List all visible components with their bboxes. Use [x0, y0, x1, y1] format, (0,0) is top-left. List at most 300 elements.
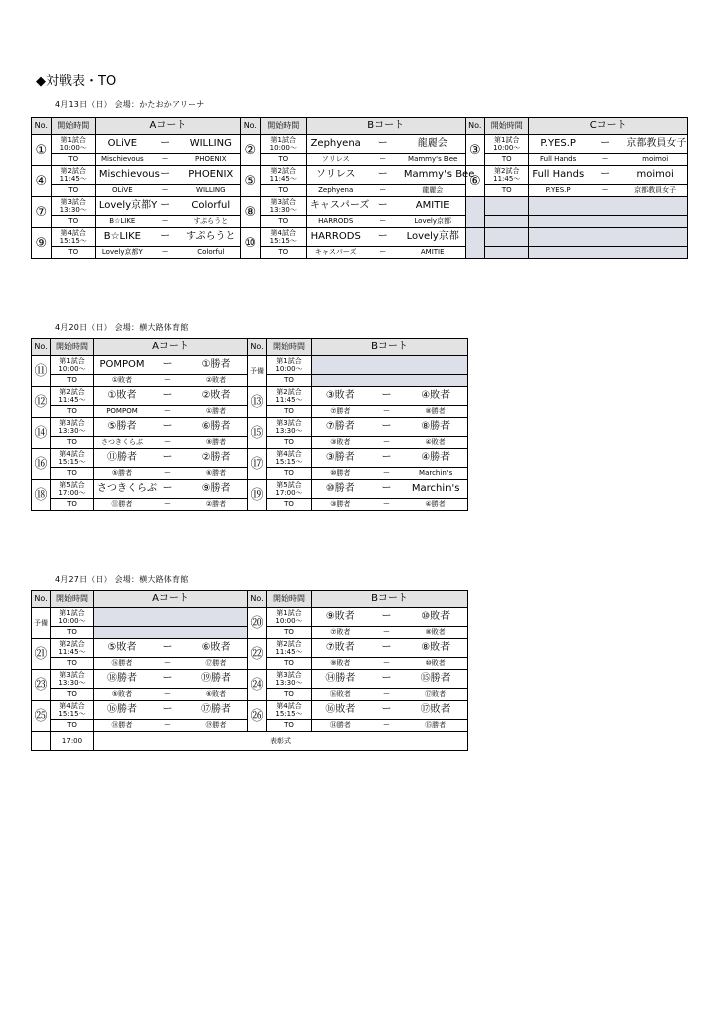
- match-row: [32, 135, 688, 154]
- vs-dash: ー: [383, 407, 391, 415]
- match: [312, 643, 467, 653]
- to-match: [96, 249, 240, 256]
- header-no: No.: [248, 591, 267, 608]
- home-team: Zephyena: [310, 138, 361, 149]
- to-label: TO: [51, 658, 94, 670]
- to-label: TO: [51, 406, 94, 418]
- to-match: [312, 660, 467, 667]
- to-cell: [95, 247, 240, 259]
- time-label: 10:00～: [275, 365, 303, 373]
- start-time: [51, 166, 95, 185]
- vs-dash: ー: [383, 690, 391, 698]
- home-team: ⑩勝者: [325, 483, 355, 494]
- time-label: 10:00～: [58, 617, 86, 625]
- vs-dash: ー: [381, 642, 392, 653]
- header-time: 開始時間: [51, 339, 94, 356]
- home-team: ⑯敗者: [325, 704, 356, 715]
- away-team: ⑰勝者: [201, 704, 232, 715]
- to-row: [32, 154, 688, 166]
- vs-dash: ー: [164, 407, 172, 415]
- vs-dash: ー: [383, 438, 391, 446]
- match-number: ⑤: [241, 166, 261, 197]
- award-label: 表彰式: [94, 732, 468, 751]
- match-cell: [94, 387, 248, 406]
- match-number: ⑱: [32, 480, 51, 511]
- date-venue-day2: 4月20日（日） 会場：横大路体育館: [55, 323, 189, 332]
- away-team: ②勝者: [201, 452, 231, 463]
- away-team: 龍麗会: [417, 138, 448, 149]
- match-row: [32, 197, 688, 216]
- match-cell: [312, 480, 468, 499]
- to-cell: [312, 689, 468, 701]
- home-team: Mischievous: [98, 169, 160, 180]
- to-match: [94, 408, 247, 415]
- game-label: 第2試合: [59, 640, 85, 648]
- vs-dash: ー: [377, 138, 388, 149]
- to-match: [96, 187, 240, 194]
- to-match: [312, 629, 467, 636]
- vs-dash: ー: [164, 690, 172, 698]
- vs-dash: ー: [164, 500, 172, 508]
- vs-dash: ー: [377, 231, 388, 242]
- vs-dash: ー: [379, 248, 387, 256]
- home-team: HARRODS: [310, 231, 361, 242]
- to-match: [307, 187, 465, 194]
- match-number: ③: [465, 135, 485, 166]
- time-label: 11:45～: [275, 396, 303, 404]
- to-home-team: ⑯勝者: [111, 659, 133, 667]
- match-number: 予備: [248, 356, 267, 387]
- to-away-team: ⑧勝者: [425, 407, 446, 415]
- time-label: 10:00～: [59, 144, 87, 152]
- home-team: POMPOM: [99, 359, 145, 370]
- to-home-team: Zephyena: [318, 186, 354, 194]
- game-label: 第3試合: [59, 671, 85, 679]
- match-number: ⑧: [241, 197, 261, 228]
- to-cell: [94, 406, 248, 418]
- match: [96, 170, 240, 180]
- match-number: 予備: [32, 608, 51, 639]
- start-time: [51, 480, 94, 499]
- match-cell: [306, 228, 465, 247]
- header-no: No.: [241, 118, 261, 135]
- away-team: ①勝者: [201, 359, 231, 370]
- game-label: 第2試合: [60, 167, 86, 175]
- to-away-team: ⑰敗者: [425, 690, 447, 698]
- to-away-team: PHOENIX: [195, 155, 227, 163]
- match-row: [32, 166, 688, 185]
- match-cell: [306, 135, 465, 154]
- home-team: B☆LIKE: [103, 231, 141, 242]
- vs-dash: ー: [381, 390, 392, 401]
- match: [529, 139, 687, 149]
- home-team: ⑦勝者: [325, 421, 355, 432]
- vs-dash: ー: [601, 155, 609, 163]
- to-match: [312, 691, 467, 698]
- to-label: TO: [51, 499, 94, 511]
- vs-dash: ー: [383, 469, 391, 477]
- start-time: [267, 639, 312, 658]
- away-team: ⑧敗者: [421, 642, 451, 653]
- home-team: キャスパーズ: [309, 200, 370, 211]
- time-label: 17:00～: [58, 489, 86, 497]
- match-cell: [529, 166, 688, 185]
- game-label: 第4試合: [276, 450, 302, 458]
- to-match: [94, 691, 247, 698]
- to-cell: [95, 154, 240, 166]
- away-team: WILLING: [189, 138, 232, 149]
- home-team: P.YES.P: [540, 138, 576, 149]
- away-team: ④敗者: [421, 390, 451, 401]
- to-cell: [312, 468, 468, 480]
- to-label: TO: [260, 247, 306, 259]
- to-cell: [312, 406, 468, 418]
- schedule-table-day2: [31, 338, 468, 511]
- to-cell: [94, 499, 248, 511]
- to-match: [529, 187, 687, 194]
- to-home-team: POMPOM: [106, 407, 138, 415]
- match: [94, 422, 247, 432]
- away-team: 京都教員女子: [626, 138, 687, 149]
- match-row: [32, 670, 468, 689]
- to-label: TO: [485, 185, 529, 197]
- to-match: [312, 470, 467, 477]
- match-cell: [95, 166, 240, 185]
- start-time: [267, 449, 312, 468]
- match-number: ⑭: [32, 418, 51, 449]
- match-cell: [94, 418, 248, 437]
- match-cell: [95, 228, 240, 247]
- to-home-team: ⑯敗者: [329, 690, 351, 698]
- vs-dash: ー: [161, 186, 169, 194]
- match-row: [32, 480, 468, 499]
- match-number: ⑬: [248, 387, 267, 418]
- vs-dash: ー: [379, 186, 387, 194]
- to-cell: [95, 216, 240, 228]
- header-time: 開始時間: [51, 118, 95, 135]
- game-label: 第4試合: [276, 702, 302, 710]
- to-cell: [306, 216, 465, 228]
- match: [312, 612, 467, 622]
- game-label: 第4試合: [59, 702, 85, 710]
- match-number: ㉕: [32, 701, 51, 732]
- away-team: ⑧勝者: [421, 421, 451, 432]
- match: [94, 484, 247, 494]
- vs-dash: ー: [160, 169, 171, 180]
- away-team: ⑰敗者: [420, 704, 451, 715]
- home-team: ⑯勝者: [106, 704, 137, 715]
- to-label: TO: [485, 154, 529, 166]
- to-match: [529, 156, 687, 163]
- start-time: [260, 166, 306, 185]
- to-cell: [312, 375, 468, 387]
- match: [307, 139, 465, 149]
- to-away-team: ⑩敗者: [425, 659, 446, 667]
- to-label: TO: [267, 406, 312, 418]
- to-home-team: HARRODS: [318, 217, 354, 225]
- time-label: 15:15～: [275, 710, 303, 718]
- match-cell: [306, 197, 465, 216]
- to-home-team: Lovely京都Y: [101, 248, 143, 256]
- to-match: [312, 501, 467, 508]
- vs-dash: ー: [162, 483, 173, 494]
- match-cell: [94, 639, 248, 658]
- to-away-team: ④勝者: [425, 500, 446, 508]
- vs-dash: ー: [381, 611, 392, 622]
- match-row: [32, 356, 468, 375]
- match: [312, 422, 467, 432]
- match-cell: [529, 135, 688, 154]
- game-label: 第3試合: [276, 419, 302, 427]
- game-label: 第1試合: [59, 357, 85, 365]
- vs-dash: ー: [383, 628, 391, 636]
- vs-dash: ー: [381, 483, 392, 494]
- to-away-team: 龍麗会: [422, 186, 444, 194]
- to-row: [32, 185, 688, 197]
- game-label: 第5試合: [276, 481, 302, 489]
- match-cell: [95, 197, 240, 216]
- vs-dash: ー: [383, 659, 391, 667]
- match-cell: [312, 701, 468, 720]
- to-cell: [312, 499, 468, 511]
- vs-dash: ー: [600, 169, 611, 180]
- to-row: [32, 247, 688, 259]
- empty-cell: [485, 216, 529, 228]
- match: [529, 170, 687, 180]
- vs-dash: ー: [379, 155, 387, 163]
- to-label: TO: [51, 437, 94, 449]
- match-number: ㉖: [248, 701, 267, 732]
- match-cell: [94, 356, 248, 375]
- match: [312, 484, 467, 494]
- game-label: 第4試合: [60, 229, 86, 237]
- vs-dash: ー: [162, 359, 173, 370]
- time-label: 13:30～: [58, 427, 86, 435]
- vs-dash: ー: [160, 200, 171, 211]
- vs-dash: ー: [164, 469, 172, 477]
- time-label: 15:15～: [269, 237, 297, 245]
- header-court-A: Aコート: [94, 591, 248, 608]
- home-team: ⑤敗者: [107, 642, 137, 653]
- start-time: [51, 228, 95, 247]
- empty-cell: [485, 247, 529, 259]
- vs-dash: ー: [377, 200, 388, 211]
- to-cell: [94, 658, 248, 670]
- header-row: [32, 118, 688, 135]
- start-time: [51, 449, 94, 468]
- header-row: [32, 339, 468, 356]
- away-team: ⑩敗者: [421, 611, 451, 622]
- to-cell: [94, 468, 248, 480]
- to-cell: [312, 437, 468, 449]
- to-label: TO: [51, 216, 95, 228]
- match-cell: [94, 608, 248, 627]
- start-time: [267, 356, 312, 375]
- to-home-team: ⑦勝者: [330, 407, 351, 415]
- match: [94, 391, 247, 401]
- match: [307, 232, 465, 242]
- to-away-team: Marchin's: [419, 469, 453, 477]
- vs-dash: ー: [381, 704, 392, 715]
- match-row: [32, 608, 468, 627]
- match-cell: [312, 670, 468, 689]
- start-time: [51, 639, 94, 658]
- to-cell: [312, 720, 468, 732]
- to-home-team: Mischievous: [100, 155, 144, 163]
- to-away-team: WILLING: [196, 186, 226, 194]
- match-row: [32, 228, 688, 247]
- vs-dash: ー: [161, 217, 169, 225]
- to-away-team: ⑧敗者: [425, 628, 446, 636]
- vs-dash: ー: [381, 421, 392, 432]
- to-away-team: ⑲勝者: [205, 721, 227, 729]
- vs-dash: ー: [164, 438, 172, 446]
- to-match: [94, 377, 247, 384]
- to-cell: [306, 185, 465, 197]
- to-label: TO: [51, 154, 95, 166]
- vs-dash: ー: [160, 138, 171, 149]
- vs-dash: ー: [162, 452, 173, 463]
- to-away-team: ⑥敗者: [205, 690, 227, 698]
- home-team: ③勝者: [325, 452, 355, 463]
- to-label: TO: [51, 247, 95, 259]
- schedule-table-day3: [31, 590, 468, 751]
- to-home-team: ⑨敗者: [330, 659, 351, 667]
- match-number: ②: [241, 135, 261, 166]
- header-court-C: Cコート: [529, 118, 688, 135]
- start-time: [260, 197, 306, 216]
- game-label: 第4試合: [270, 229, 296, 237]
- vs-dash: ー: [164, 721, 172, 729]
- header-time: 開始時間: [267, 339, 312, 356]
- away-team: moimoi: [636, 169, 674, 180]
- away-team: ④勝者: [421, 452, 451, 463]
- start-time: [260, 228, 306, 247]
- start-time: [51, 701, 94, 720]
- away-team: Marchin's: [411, 483, 460, 494]
- match-number: ㉓: [32, 670, 51, 701]
- match-number: ㉒: [248, 639, 267, 670]
- start-time: [267, 608, 312, 627]
- time-label: 13:30～: [275, 679, 303, 687]
- match-number: ⑮: [248, 418, 267, 449]
- to-home-team: OLiVE: [112, 186, 133, 194]
- away-team: ⑨勝者: [201, 483, 231, 494]
- header-time: 開始時間: [267, 591, 312, 608]
- to-label: TO: [51, 185, 95, 197]
- time-label: 13:30～: [269, 206, 297, 214]
- to-home-team: ⑦敗者: [330, 628, 351, 636]
- award-row: [32, 732, 468, 751]
- vs-dash: ー: [600, 138, 611, 149]
- to-home-team: ⑩勝者: [330, 469, 351, 477]
- vs-dash: ー: [381, 452, 392, 463]
- start-time: [51, 608, 94, 627]
- vs-dash: ー: [162, 673, 173, 684]
- to-away-team: ⑰勝者: [205, 659, 227, 667]
- vs-dash: ー: [381, 673, 392, 684]
- to-away-team: すぷらうと: [193, 217, 229, 225]
- empty-cell: [485, 228, 529, 247]
- game-label: 第1試合: [493, 136, 520, 144]
- match-number: ⑳: [248, 608, 267, 639]
- match-number: ㉑: [32, 639, 51, 670]
- to-match: [94, 501, 247, 508]
- game-label: 第3試合: [60, 198, 86, 206]
- match-number: ㉔: [248, 670, 267, 701]
- to-home-team: ③敗者: [330, 438, 351, 446]
- match-cell: [312, 356, 468, 375]
- header-time: 開始時間: [51, 591, 94, 608]
- away-team: Lovely京都: [406, 231, 459, 242]
- time-label: 11:45～: [269, 175, 297, 183]
- time-label: 13:30～: [275, 427, 303, 435]
- start-time: [260, 135, 306, 154]
- game-label: 第1試合: [59, 609, 85, 617]
- home-team: ⑨敗者: [325, 611, 355, 622]
- to-home-team: ⑤敗者: [111, 690, 133, 698]
- match-cell: [312, 639, 468, 658]
- to-cell: [94, 720, 248, 732]
- time-label: 11:45～: [58, 648, 86, 656]
- to-match: [94, 722, 247, 729]
- game-label: 第1試合: [276, 609, 302, 617]
- match-row: [32, 387, 468, 406]
- page-title: ◆対戦表・TO: [36, 74, 117, 89]
- empty-cell: [485, 197, 529, 216]
- to-match: [312, 722, 467, 729]
- to-label: TO: [267, 468, 312, 480]
- award-blank: [32, 732, 51, 751]
- match: [312, 453, 467, 463]
- to-match: [96, 156, 240, 163]
- away-team: ⑥勝者: [201, 421, 231, 432]
- vs-dash: ー: [161, 155, 169, 163]
- home-team: OLiVE: [107, 138, 138, 149]
- match-number: ⑦: [32, 197, 52, 228]
- to-home-team: ⑪勝者: [111, 500, 133, 508]
- match-cell: [306, 166, 475, 185]
- match-cell: [312, 449, 468, 468]
- header-court-B: Bコート: [306, 118, 465, 135]
- to-cell: [529, 185, 688, 197]
- header-no: No.: [32, 339, 51, 356]
- to-home-team: P.YES.P: [545, 186, 571, 194]
- to-cell: [312, 627, 468, 639]
- header-no: No.: [32, 591, 51, 608]
- match-number: ⑩: [241, 228, 261, 259]
- to-match: [94, 470, 247, 477]
- to-label: TO: [260, 185, 306, 197]
- home-team: Lovely京都Y: [98, 200, 158, 211]
- header-no: No.: [248, 339, 267, 356]
- start-time: [51, 197, 95, 216]
- to-home-team: キャスパーズ: [314, 248, 357, 256]
- vs-dash: ー: [601, 186, 609, 194]
- to-away-team: AMITIE: [420, 248, 445, 256]
- start-time: [51, 356, 94, 375]
- match: [96, 139, 240, 149]
- header-time: 開始時間: [260, 118, 306, 135]
- to-match: [96, 218, 240, 225]
- to-away-team: ②敗者: [205, 376, 227, 384]
- start-time: [267, 418, 312, 437]
- to-label: TO: [51, 689, 94, 701]
- home-team: ⑱勝者: [106, 673, 137, 684]
- to-home-team: ⑤勝者: [111, 469, 133, 477]
- home-team: ⑦敗者: [325, 642, 355, 653]
- match: [312, 674, 467, 684]
